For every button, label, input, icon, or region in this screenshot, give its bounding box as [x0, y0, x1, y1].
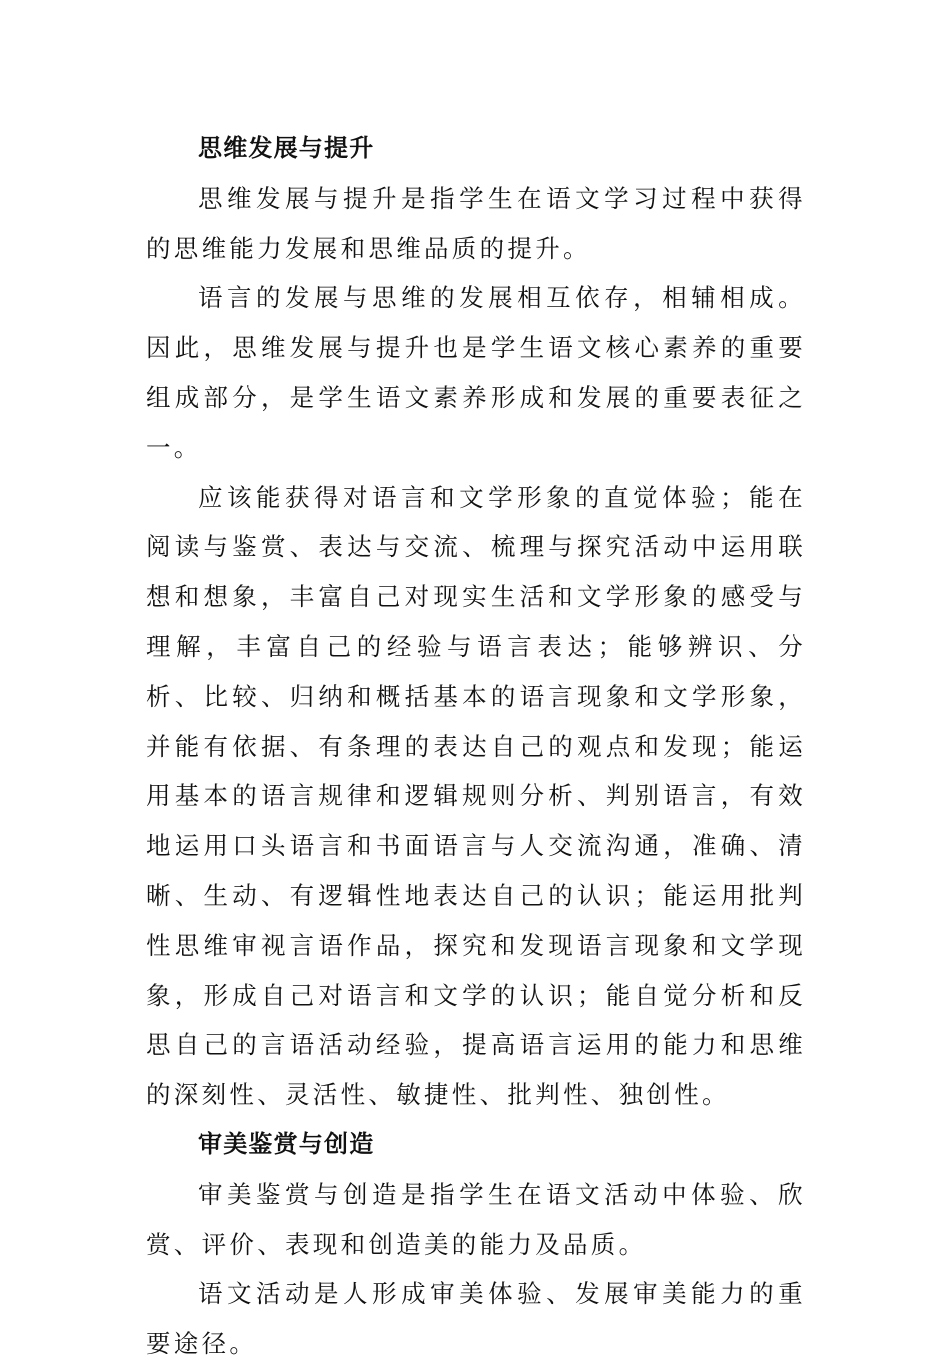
paragraph: 审美鉴赏与创造是指学生在语文活动中体验、欣赏、评价、表现和创造美的能力及品质。 [146, 1179, 806, 1259]
section-heading: 审美鉴赏与创造 [198, 1129, 375, 1158]
section-thinking [146, 124, 806, 1120]
document-page [146, 124, 806, 1369]
paragraph: 语言的发展与思维的发展相互依存，相辅相成。因此，思维发展与提升也是学生语文核心素养的重要组成部分，是学生语文素养形成和发展的重要表征之一。 [146, 283, 806, 462]
paragraph: 语文活动是人形成审美体验、发展审美能力的重要途径。 [146, 1279, 806, 1359]
paragraph: 应该能获得对语言和文学形象的直觉体验；能在阅读与鉴赏、表达与交流、梳理与探究活动中运用联想和想象，丰富自己对现实生活和文学形象的感受与理解，丰富自己的经验与语言表达；能够辨识、分析、比较、归纳和概括基本的语言现象和文学形象，并能有依据、有条理的表达自己的观点和发现；能运用基本的语言规律和逻辑规则分析、判别语言，有效地运用口头语言和书面语言与人交流沟通，准确、清晰、生动、有逻辑性地表达自己的认识；能运用批判性思维审视言语作品，探究和发现语言现象和文学现象，形成自己对语言和文学的认识；能自觉分析和反思自己的言语活动经验，提高语言运用的能力和思维的深刻性、灵活性、敏捷性、批判性、独创性。 [146, 482, 806, 1110]
section-heading: 思维发展与提升 [198, 134, 375, 162]
paragraph: 思维发展与提升是指学生在语文学习过程中获得的思维能力发展和思维品质的提升。 [146, 183, 806, 263]
section-aesthetics [146, 1120, 806, 1369]
